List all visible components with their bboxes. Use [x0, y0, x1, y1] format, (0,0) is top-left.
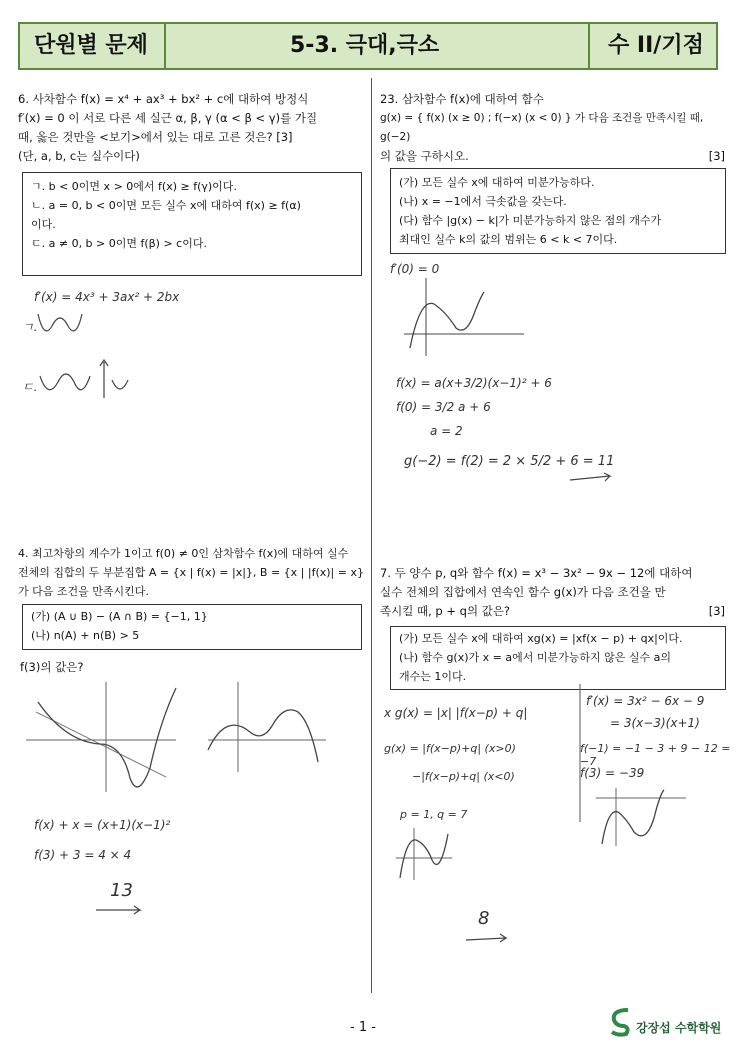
header-subject: 수 II/기점: [608, 33, 704, 58]
problem-4-line: 가 다음 조건을 만족시킨다.: [18, 585, 149, 598]
choice-line: 이다.: [31, 218, 56, 231]
condition-line: 개수는 1이다.: [399, 670, 467, 683]
condition-line: (다) 함수 |g(x) − k|가 미분가능하지 않은 점의 개수가: [399, 214, 662, 227]
handwritten-note: p = 1, q = 7: [400, 808, 468, 821]
problem-6-choices: [22, 172, 362, 276]
header-topic: 5-3. 극대,극소: [290, 33, 440, 58]
problem-6-line: f′(x) = 0 이 서로 다른 세 실근 α, β, γ (α < β < γ)를 가질: [18, 111, 318, 125]
page-header: [18, 22, 718, 70]
handwritten-sketch: [596, 788, 696, 848]
handwritten-note: ㄷ.: [22, 380, 38, 394]
condition-line: (가) (A ∪ B) − (A ∩ B) = {−1, 1}: [31, 610, 208, 623]
handwritten-note: ㄱ.: [22, 320, 38, 334]
handwritten-note: −|f(x−p)+q| (x<0): [412, 770, 515, 783]
condition-line: (가) 모든 실수 x에 대하여 미분가능하다.: [399, 176, 595, 189]
handwritten-divider: [578, 684, 582, 824]
problem-23-line: 의 값을 구하시오.: [380, 149, 469, 163]
answer-underline: [466, 932, 516, 944]
problem-6-line: (단, a, b, c는 실수이다): [18, 149, 140, 163]
problem-23-line: 23. 삼차함수 f(x)에 대하여 함수: [380, 92, 544, 106]
brand-name: 강장섭 수학학원: [636, 1021, 722, 1035]
condition-line: (나) n(A) + n(B) > 5: [31, 629, 140, 642]
handwritten-note: f(x) + x = (x+1)(x−1)²: [34, 818, 171, 832]
problem-6: [18, 90, 363, 166]
handwritten-note: g(x) = |f(x−p)+q| (x>0): [384, 742, 516, 755]
problem-23-points: [3]: [708, 149, 725, 163]
problem-7-line: 족시킬 때, p + q의 값은?: [380, 604, 511, 618]
handwritten-note: a = 2: [430, 424, 463, 438]
handwritten-note: f′(0) = 0: [390, 262, 440, 276]
column-divider: [371, 78, 372, 993]
handwritten-answer: 8: [478, 908, 490, 929]
problem-23-line: g(x) = { f(x) (x ≥ 0) ; f(−x) (x < 0) } 가 다음 조건을 만족시킬 때, g(−2): [380, 112, 704, 143]
problem-23-conditions: [390, 168, 726, 254]
page-number: - 1 -: [350, 1020, 376, 1035]
handwritten-sketch: [396, 828, 456, 882]
problem-4-line: 전체의 집합의 두 부분집합 A = {x | f(x) = |x|}, B = {x | |f(x)| = x}: [18, 566, 364, 579]
handwritten-note: f′(x) = 3x² − 6x − 9: [586, 694, 705, 708]
choice-line: ㄱ. b < 0이면 x > 0에서 f(x) ≥ f(γ)이다.: [31, 180, 237, 193]
handwritten-note: f(0) = 3/2 a + 6: [396, 400, 491, 414]
problem-7-line: 실수 전체의 집합에서 연속인 함수 g(x)가 다음 조건을 만: [380, 585, 666, 599]
problem-7-line: 7. 두 양수 p, q와 함수 f(x) = x³ − 3x² − 9x − 12에 대하여: [380, 566, 693, 580]
problem-4: [18, 544, 368, 601]
header-divider: [164, 24, 166, 68]
handwritten-note: = 3(x−3)(x+1): [610, 716, 700, 730]
problem-6-line: 6. 사차함수 f(x) = x⁴ + ax³ + bx² + c에 대하여 방정식: [18, 92, 309, 106]
header-divider: [588, 24, 590, 68]
handwritten-sketch: [404, 278, 534, 358]
problem-7-points: [3]: [708, 604, 725, 618]
problem-7-conditions: [390, 626, 726, 690]
handwritten-note: x g(x) = |x| |f(x−p) + q|: [384, 706, 528, 720]
condition-line: (가) 모든 실수 x에 대하여 xg(x) = |xf(x − p) + qx|이다.: [399, 632, 683, 645]
choice-line: ㄴ. a = 0, b < 0이면 모든 실수 x에 대하여 f(x) ≥ f(α): [31, 199, 301, 212]
problem-6-line: 때, 옳은 것만을 <보기>에서 있는 대로 고른 것은? [3]: [18, 130, 293, 144]
handwritten-sketch: [30, 300, 150, 410]
handwritten-note: g(−2) = f(2) = 2 × 5/2 + 6 = 11: [404, 454, 615, 469]
handwritten-note: f′(x) = 4x³ + 3ax² + 2bx: [34, 290, 180, 304]
handwritten-answer: 13: [110, 880, 133, 901]
problem-4-question: f(3)의 값은?: [20, 660, 84, 674]
condition-line: 최대인 실수 k의 값의 범위는 6 < k < 7이다.: [399, 233, 618, 246]
problem-23: [380, 90, 725, 166]
handwritten-note: f(3) = −39: [580, 766, 645, 780]
handwritten-note: f(x) = a(x+3/2)(x−1)² + 6: [396, 376, 552, 390]
condition-line: (나) 함수 g(x)가 x = a에서 미분가능하지 않은 실수 a의: [399, 651, 671, 664]
problem-7: [380, 564, 725, 621]
header-unit-title: 단원별 문제: [34, 33, 148, 58]
handwritten-note: f(3) + 3 = 4 × 4: [34, 848, 132, 862]
problem-4-line: 4. 최고차항의 계수가 1이고 f(0) ≠ 0인 삼차함수 f(x)에 대하여 실수: [18, 547, 349, 560]
handwritten-sketch: [26, 682, 346, 802]
choice-line: ㄷ. a ≠ 0, b > 0이면 f(β) > c이다.: [31, 237, 207, 250]
problem-4-conditions: [22, 604, 362, 650]
condition-line: (나) x = −1에서 극솟값을 갖는다.: [399, 195, 567, 208]
logo-icon: [608, 1006, 634, 1036]
answer-underline: [96, 904, 146, 916]
answer-underline: [570, 472, 620, 484]
handwritten-note: f(−1) = −1 − 3 + 9 − 12 = −7: [580, 742, 731, 768]
